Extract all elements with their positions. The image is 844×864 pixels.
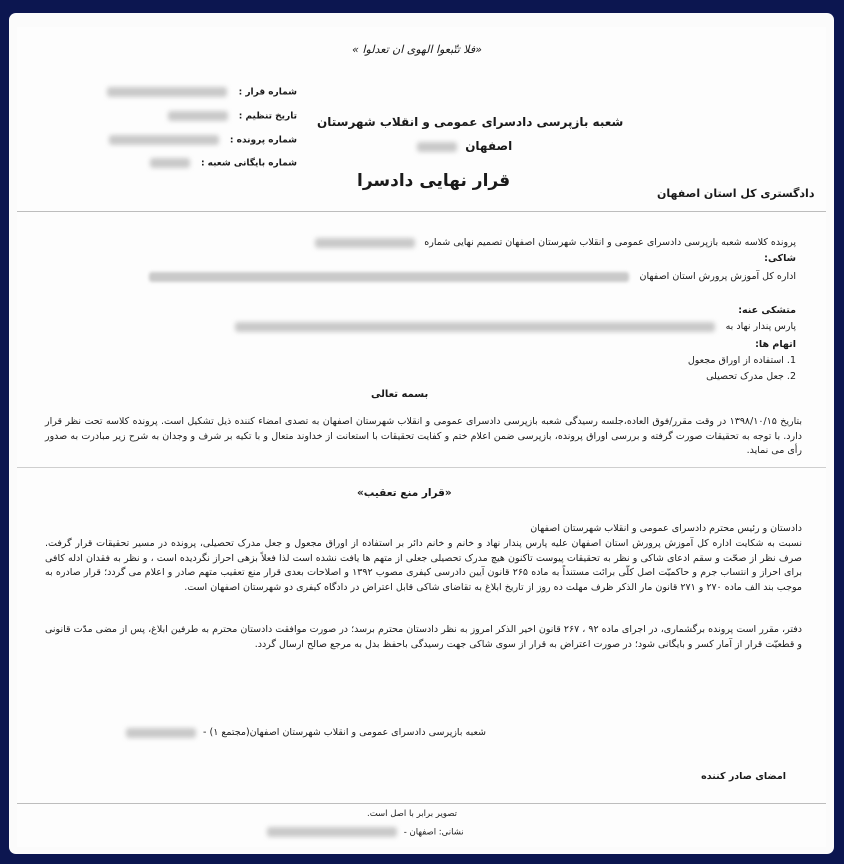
redacted-value (109, 135, 219, 145)
certified-copy-note: تصویر برابر با اصل است. (367, 809, 457, 819)
document-title: قرار نهایی دادسرا (357, 171, 511, 191)
redacted-value (150, 158, 190, 168)
complainant-value: اداره کل آموزش پرورش استان اصفهان (149, 271, 797, 282)
redacted-value (107, 87, 227, 97)
decision-paragraph-2: دفتر، مقرر است پرونده برگشماری، در اجرای ماده ۹۲ ، ۲۶۷ قانون اخیر الذکر امروز به نظر دادستان محترم برسد؛ در صورت موافقت دادستان محترم به طرفین ابلاغ، پس از مضی مدّت قانونی و قطعیّت قرار از آمار کسر و بایگانی شود؛ در صورت اعتراض به قرار از سوی شاکی جهت رسیدگی باحفظ بدل به مرجع صالح ارسال گردد. (45, 624, 802, 650)
archive-number-field (77, 158, 297, 169)
accused-value: پارس پندار نهاد به (235, 321, 796, 332)
decision-number-field (77, 87, 297, 98)
signature-branch-line: شعبه بازپرسی دادسرای عمومی و انقلاب شهرستان اصفهان(مجتمع ۱) - (126, 727, 486, 738)
intro-paragraph: بتاریخ ۱۳۹۸/۱۰/۱۵ در وقت مقرر/فوق العاده،جلسه رسیدگی شعبه بازپرسی دادسرای عمومی و انقلاب شهرستان اصفهان به تصدی امضاء کننده ذیل تشکیل است. پرونده کلاسه تحت نظر قرار دارد. با توجه به تحقیقات صورت گرفته و بررسی اوراق پرونده، بازپرسی ضمن اعلام ختم و کفایت تحقیقات با استعانت از خداوند متعال و با تکیه بر شرف و وجدان به شرح زیر مبادرت به صدور رأی می نماید. (45, 416, 802, 456)
charge-item-1: 1. استفاده از اوراق مجعول (687, 355, 796, 366)
signer-label: امضای صادر کننده (701, 771, 786, 782)
charges-label: اتهام ها: (755, 339, 796, 350)
address-line: نشانی: اصفهان - (267, 827, 464, 838)
header-divider (17, 211, 826, 212)
fold-line (17, 467, 826, 468)
court-name: دادگستری کل استان اصفهان (657, 187, 815, 200)
addressee-line: دادستان و رئیس محترم دادسرای عمومی و انقلاب شهرستان اصفهان (530, 523, 802, 534)
footer-divider (17, 803, 826, 804)
case-number-label: شماره پرونده : (229, 135, 297, 146)
archive-number-label: شماره بایگانی شعبه : (200, 158, 297, 169)
case-file-line: پرونده کلاسه شعبه بازپرسی دادسرای عمومی و انقلاب شهرستان اصفهان تصمیم نهایی شماره (315, 237, 796, 248)
accused-label: متشکی عنه: (738, 305, 796, 316)
motto: «فلا تتّبعوا الهوی ان تعدلوا » (352, 43, 482, 56)
decision-heading: «قرار منع تعقیب» (357, 487, 452, 499)
issue-date-field (77, 111, 297, 122)
document-frame (9, 13, 834, 854)
bismillah: بسمه تعالی (371, 389, 429, 400)
charge-item-2: 2. جعل مدرک تحصیلی (706, 371, 796, 382)
court-decision-document (17, 27, 826, 847)
decision-paragraph-1: نسبت به شکایت اداره کل آموزش پرورش استان اصفهان علیه پارس پندار نهاد و خانم و خانم دائر بر استفاده از اوراق مجعول و جعل مدرک تحصیلی، پرونده در مسیر تحقیقات قرار گرفت. صرف نظر از صحّت و سقم ادعای شاکی و نظر به تحقیقات پیوست تاکنون هیچ مدرک تحصیلی جعلی از متهم ها یافت نشده است لذا فعلاً بزهی احراز نگردیده است ، و نظر به فقدان ادله کافی برای احراز و انتساب جرم و حاکمیّت اصل کلّی برائت مستنداً به ماده ۲۶۵ قانون آیین دادرسی کیفری مصوب ۱۳۹۲ و اصلاحات بعدی قرار منع تعقیب متهم صادر و اعلام می گردد؛ قرار صادره به موجب بند الف ماده ۲۷۰ و ۲۷۱ قانون مار الذکر ظرف مهلت ده روز از تاریخ ابلاغ به تقاضای شاکی قابل اعتراض در دادگاه کیفری دو شهرستان اصفهان است. (45, 538, 802, 593)
branch-line-2: اصفهان (417, 139, 512, 153)
case-number-field (77, 135, 297, 146)
branch-line-1: شعبه بازپرسی دادسرای عمومی و انقلاب شهرستان (317, 115, 624, 129)
decision-number-label: شماره قرار : (238, 87, 297, 98)
issue-date-label: تاریخ تنظیم : (238, 111, 297, 122)
complainant-label: شاکی: (764, 253, 796, 264)
redacted-value (168, 111, 228, 121)
